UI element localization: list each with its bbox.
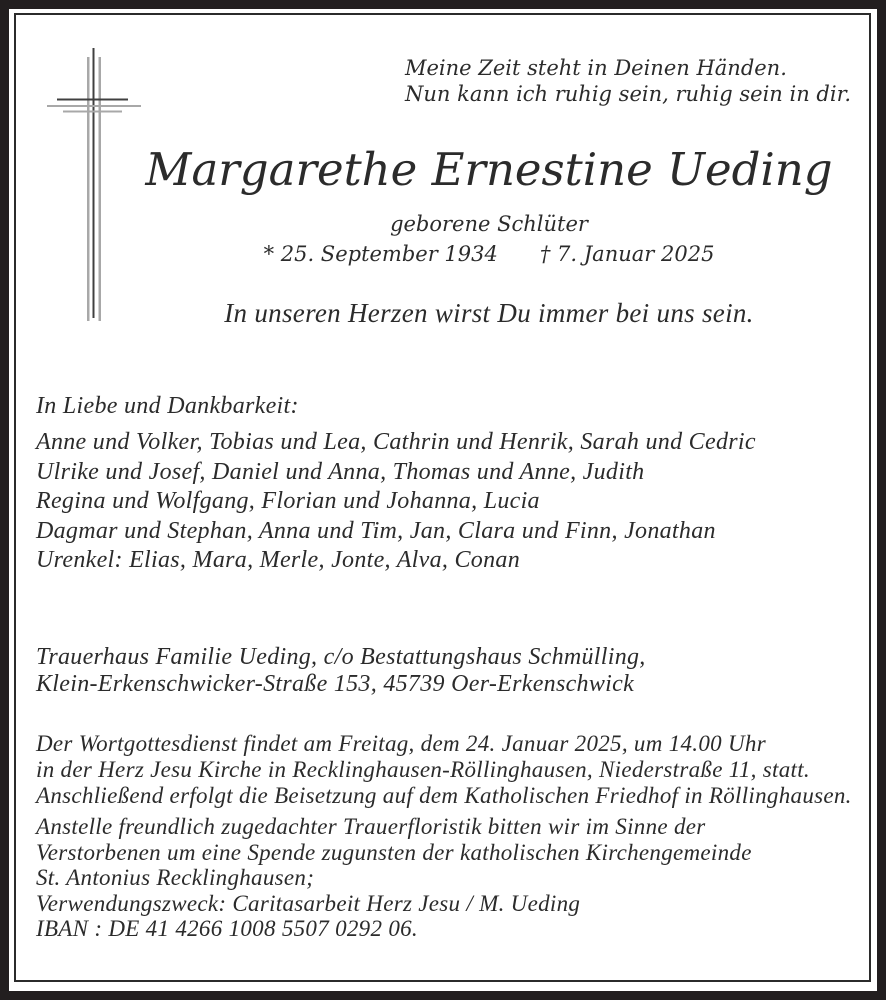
deceased-name: Margarethe Ernestine Ueding (145, 143, 833, 196)
donation-line: St. Antonius Recklinghausen; (36, 865, 315, 890)
donation-line: Anstelle freundlich zugedachter Trauerfloristik bitten wir im Sinne der (36, 814, 706, 839)
donation-line: Verwendungszweck: Caritasarbeit Herz Jesu / M. Ueding (36, 890, 581, 916)
birth-date: * 25. September 1934 (263, 242, 498, 266)
mourners-intro: In Liebe und Dankbarkeit: (36, 393, 299, 419)
donation-info (36, 814, 752, 942)
service-line: in der Herz Jesu Kirche in Recklinghausen-Röllinghausen, Niederstraße 11, statt. (36, 757, 810, 782)
mourners-line: Anne und Volker, Tobias und Lea, Cathrin und Henrik, Sarah und Cedric (36, 429, 756, 455)
mourners-line: Urenkel: Elias, Mara, Merle, Jonte, Alva, Conan (36, 547, 520, 573)
memorial-line: In unseren Herzen wirst Du immer bei uns sein. (224, 298, 754, 328)
address-block (36, 644, 646, 697)
service-info (36, 731, 852, 809)
donation-line: IBAN : DE 41 4266 1008 5507 0292 06. (36, 916, 418, 941)
life-dates (112, 241, 866, 268)
mourners-line: Regina und Wolfgang, Florian und Johanna, Lucia (36, 488, 540, 514)
epigraph-line-1: Meine Zeit steht in Deinen Händen. (405, 56, 787, 80)
address-line: Klein-Erkenschwicker-Straße 153, 45739 Oer-Erkenschwick (36, 670, 635, 697)
mourners-line: Ulrike und Josef, Daniel und Anna, Thomas und Anne, Judith (36, 458, 645, 485)
address-line: Trauerhaus Familie Ueding, c/o Bestattungshaus Schmülling, (36, 644, 646, 670)
mourners-list (36, 428, 756, 576)
donation-line: Verstorbenen um eine Spende zugunsten der katholischen Kirchengemeinde (36, 839, 752, 865)
maiden-name: geborene Schlüter (390, 212, 588, 236)
service-line: Der Wortgottesdienst findet am Freitag, dem 24. Januar 2025, um 14.00 Uhr (36, 731, 766, 756)
service-line: Anschließend erfolgt die Beisetzung auf dem Katholischen Friedhof in Röllinghausen. (36, 783, 852, 808)
epigraph (405, 55, 851, 107)
epigraph-line-2: Nun kann ich ruhig sein, ruhig sein in dir. (405, 82, 851, 106)
mourners-line: Dagmar und Stephan, Anna und Tim, Jan, Clara und Finn, Jonathan (36, 517, 716, 544)
death-date: † 7. Januar 2025 (539, 242, 715, 266)
